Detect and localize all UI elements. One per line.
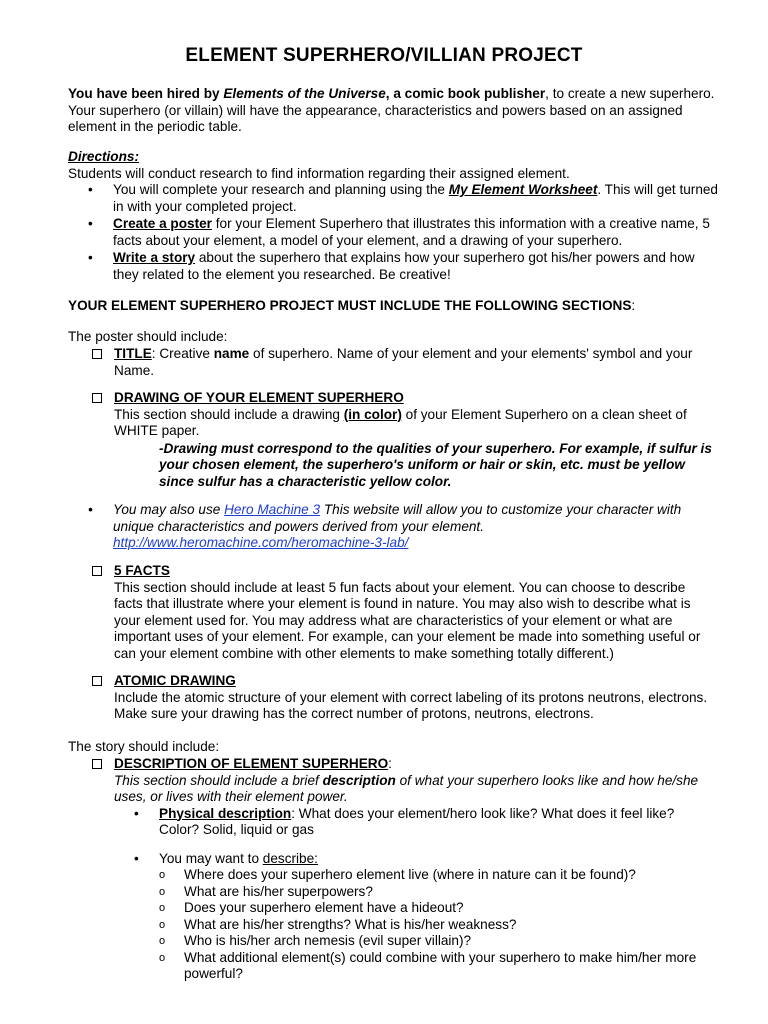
directions-section — [68, 149, 718, 283]
questions-list — [159, 867, 712, 983]
list-item: o What are his/her superpowers? — [159, 884, 712, 901]
directions-lead: Students will conduct research to find information regarding their assigned element. — [68, 165, 570, 181]
desc-bold: description — [322, 772, 396, 788]
heromachine-url[interactable]: http://www.heromachine.com/heromachine-3-lab/ — [113, 535, 409, 550]
list-item: o What are his/her strengths? What is his/her weakness? — [159, 917, 712, 934]
desc-colon: : — [388, 756, 392, 771]
hm-post: This website will allow you to customize your character with unique characteristics and powers derived from your element. — [113, 502, 682, 534]
poster-facts-item — [92, 563, 712, 662]
desc-post: of what your superhero looks like and how he/she uses, or lives with their element power. — [114, 772, 699, 804]
hm-pre: You may also use — [113, 502, 225, 517]
checkbox-icon — [92, 393, 102, 403]
heromachine-list — [68, 502, 718, 552]
physical-item — [114, 806, 712, 839]
poster-title-item — [92, 346, 712, 379]
list-item: o What additional element(s) could combine with your superhero to make him/her more powerful? — [159, 950, 712, 983]
describe-pre: You may want to — [159, 850, 263, 866]
title-label: TITLE — [114, 346, 152, 361]
story-lead: The story should include: — [68, 739, 220, 754]
drawing-post: of your Element Superhero on a clean sheet of WHITE paper. — [114, 406, 687, 438]
poster-text: for your Element Superhero that illustrates this information with a creative name, 5 facts about your element, a model of your element, and a drawing of your superhero. — [113, 216, 710, 248]
poster-lead: The poster should include: — [68, 329, 228, 344]
list-item: o Where does your superhero element live (where in nature can it be found)? — [159, 867, 712, 884]
checkbox-icon — [92, 566, 102, 576]
worksheet-pre: You will complete your research and planning using the — [113, 182, 449, 197]
describe-u: describe: — [262, 850, 318, 866]
intro-paragraph — [68, 86, 718, 136]
desc-label: DESCRIPTION OF ELEMENT SUPERHERO — [114, 756, 389, 771]
facts-text: This section should include at least 5 fun facts about your element. You can choose to describe facts that illustrate where your element is found in nature. You may also wish to describe what is your element used for. You may address what are characteristics of your element or what are important uses of your element. For example, can your element be made into something useful or can your element combine with other elements to make something totally different.) — [114, 579, 701, 661]
poster-drawing-item — [92, 390, 712, 490]
describe-item — [114, 851, 712, 983]
poster-atomic-item — [92, 673, 712, 723]
intro-rest: , to create a new superhero. Your superhero (or villain) will have the appearance, characteristics and powers based on an assigned element in the periodic table. — [68, 86, 715, 134]
drawing-label: DRAWING OF YOUR ELEMENT SUPERHERO — [114, 390, 404, 405]
checkbox-icon — [92, 759, 102, 769]
list-item — [68, 250, 718, 283]
title-post: of superhero. Name of your element and your elements' symbol and your Name. — [114, 346, 693, 378]
list-item: o Who is his/her arch nemesis (evil super villain)? — [159, 933, 712, 950]
title-pre: : Creative — [151, 346, 214, 361]
atomic-text: Include the atomic structure of your element with correct labeling of its protons neutrons, electrons. Make sure your drawing has the correct number of protons, neutrons, electrons. — [114, 689, 708, 721]
list-item — [68, 502, 718, 552]
directions-list — [68, 182, 718, 283]
story-text: about the superhero that explains how your superhero got his/her powers and how they related to the element you researched. Be creative! — [113, 250, 695, 282]
poster-label: Create a poster — [113, 216, 212, 231]
intro-publisher: Elements of the Universe — [223, 86, 386, 101]
story-label: Write a story — [113, 250, 196, 265]
drawing-pre: This section should include a drawing — [114, 406, 344, 422]
intro-hired: You have been hired by — [68, 86, 224, 101]
list-item — [68, 216, 718, 249]
story-description-item — [92, 756, 712, 983]
sections-heading — [68, 298, 718, 315]
drawing-note: -Drawing must correspond to the qualities of your superhero. For example, if sulfur is your chosen element, the superhero's uniform or hair or skin, etc. must be yellow since sulfur has a characteristic yellow color. — [159, 440, 712, 489]
sections-heading-text: YOUR ELEMENT SUPERHERO PROJECT MUST INCLUDE THE FOLLOWING SECTIONS — [68, 298, 632, 313]
title-bold: name — [213, 346, 250, 361]
page-title: ELEMENT SUPERHERO/VILLIAN PROJECT — [185, 45, 583, 66]
sections-heading-colon: : — [631, 298, 636, 313]
atomic-label: ATOMIC DRAWING — [114, 673, 236, 688]
facts-label: 5 FACTS — [114, 563, 170, 578]
drawing-color: (in color) — [343, 406, 402, 422]
heromachine-link[interactable]: Hero Machine 3 — [224, 502, 321, 517]
desc-pre: This section should include a brief — [114, 772, 323, 788]
worksheet-post: . This will get turned in with your completed project. — [113, 182, 718, 214]
list-item: o Does your superhero element have a hideout? — [159, 900, 712, 917]
phys-label: Physical description — [159, 805, 292, 821]
heromachine-section — [68, 502, 718, 552]
checkbox-icon — [92, 676, 102, 686]
list-item — [68, 182, 718, 215]
intro-comic: , a comic book publisher — [385, 86, 546, 101]
phys-text: : What does your element/hero look like? What does it feel like? Color? Solid, liquid or gas — [159, 805, 675, 837]
worksheet-link: My Element Worksheet — [448, 182, 598, 197]
directions-heading: Directions: — [68, 149, 140, 164]
checkbox-icon — [92, 349, 102, 359]
